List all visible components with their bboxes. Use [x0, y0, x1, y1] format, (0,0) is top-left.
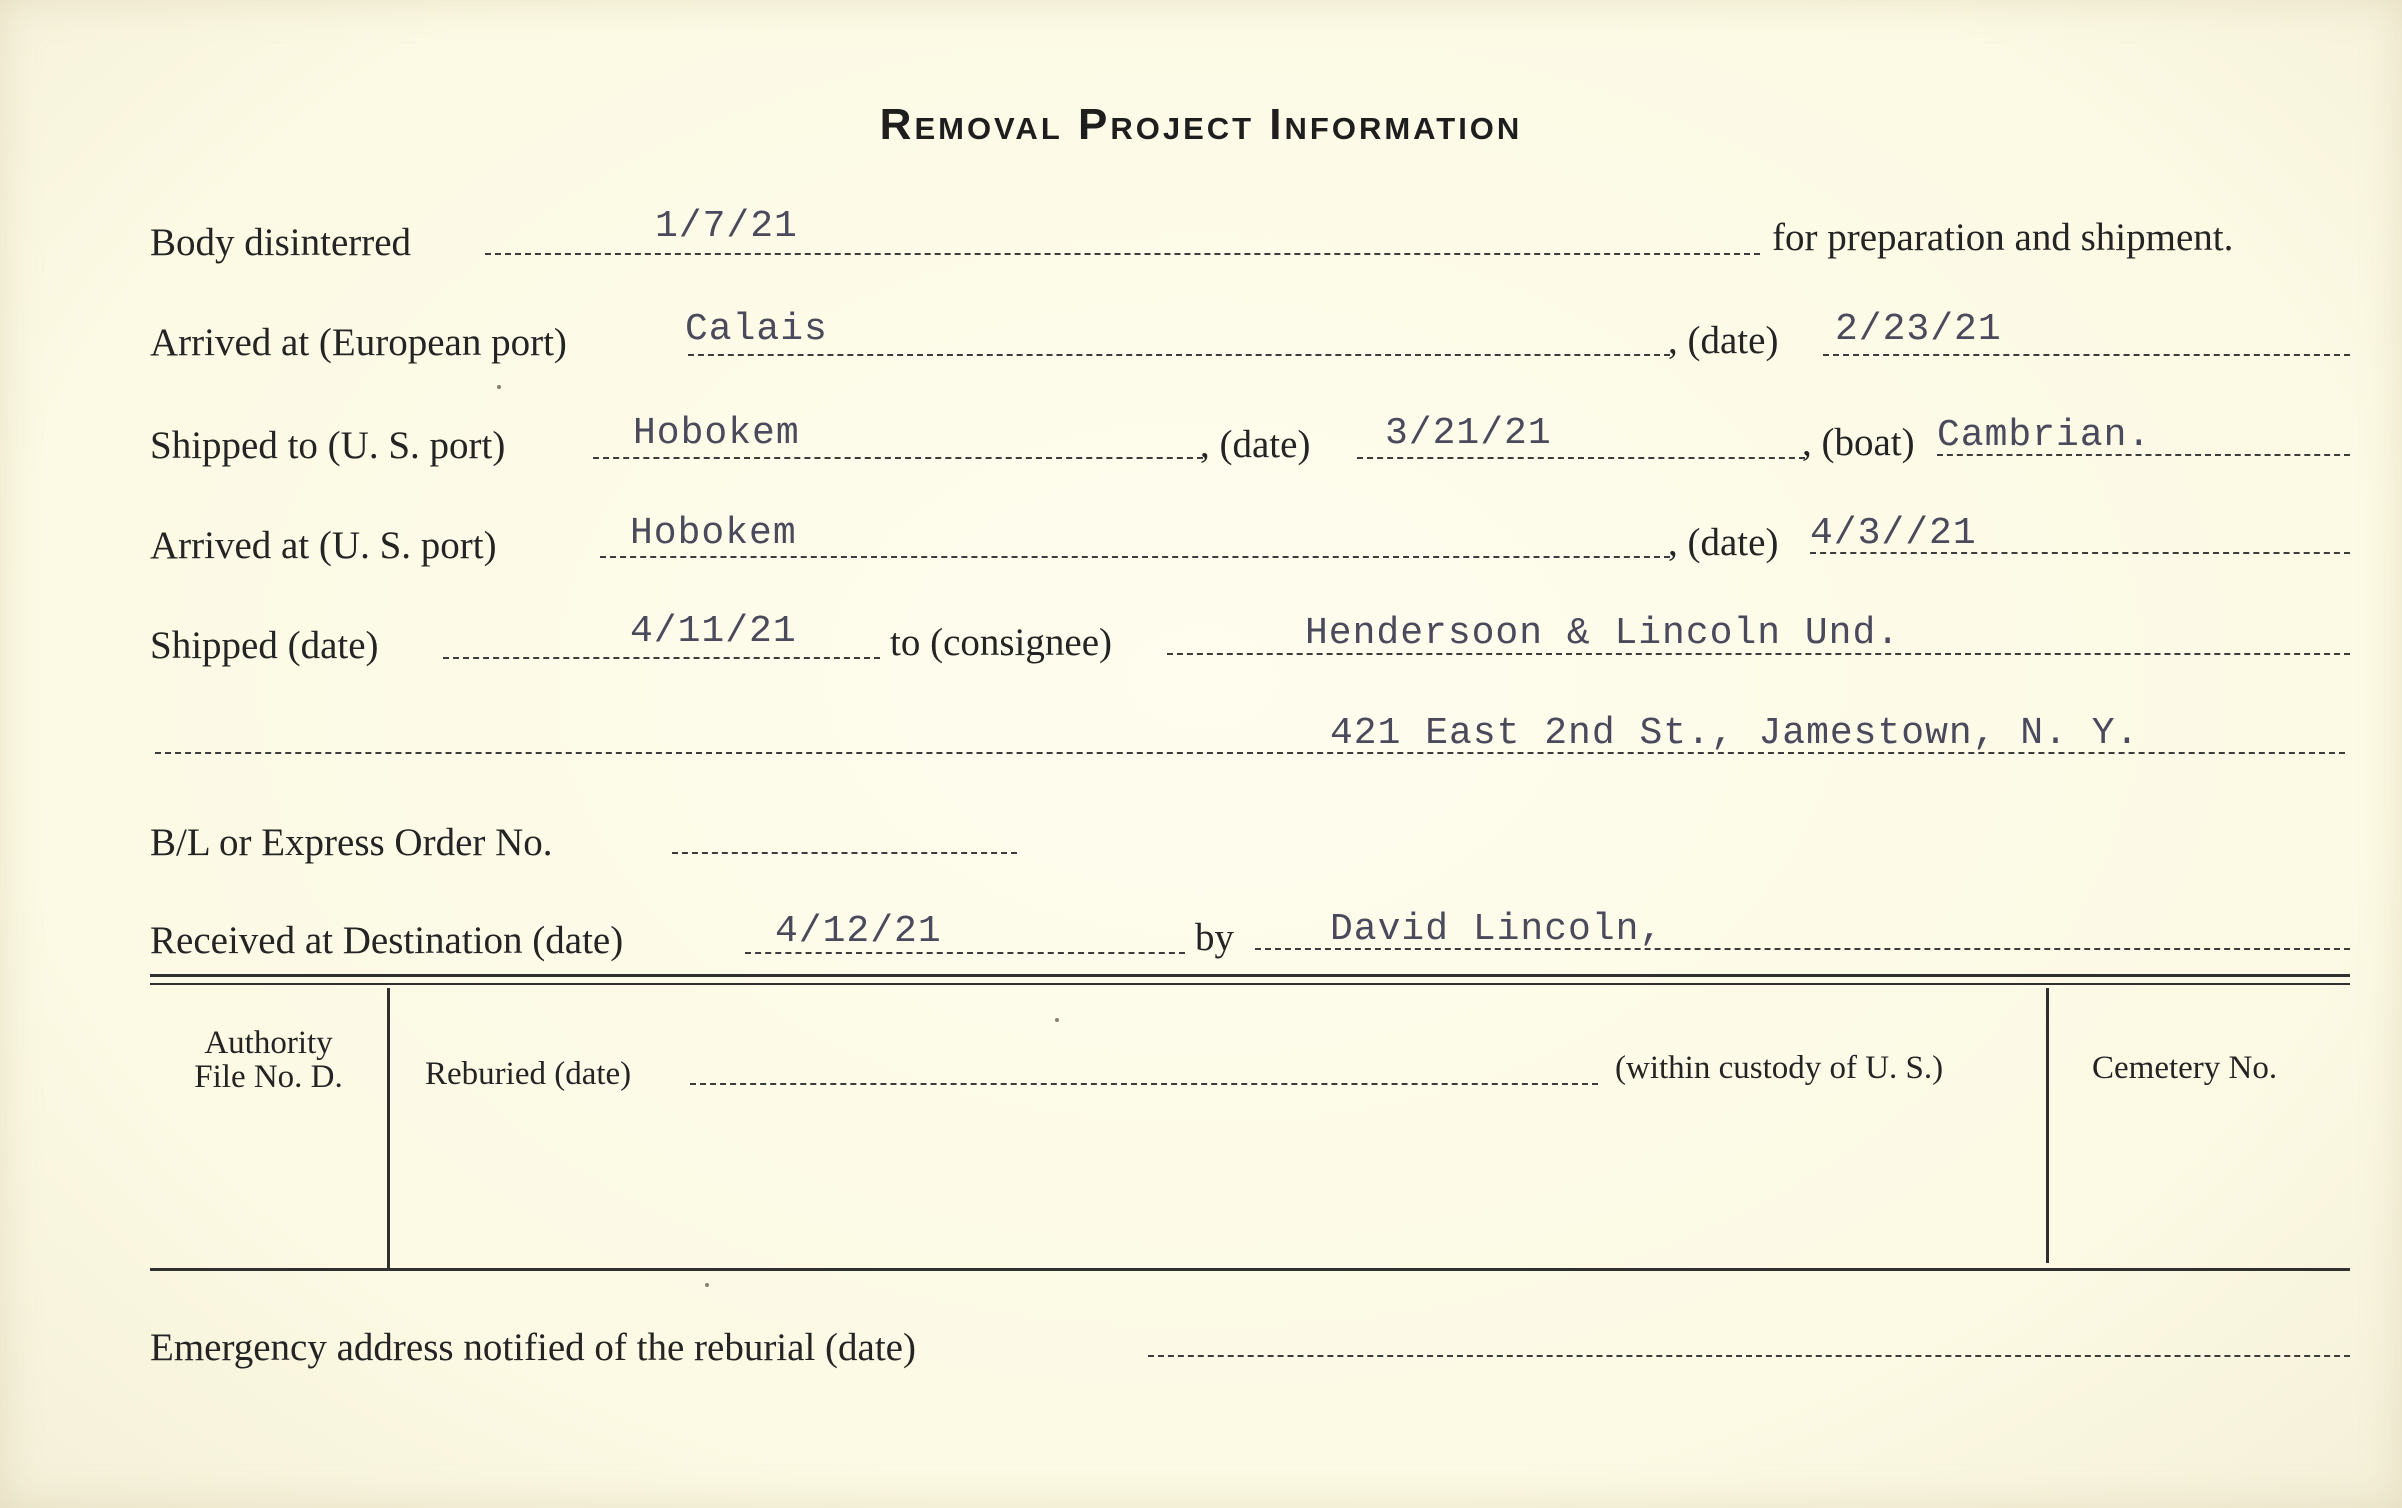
reburied-label: Reburied (date)	[425, 1056, 632, 1092]
box-divider-left	[387, 988, 390, 1268]
arrived-us-label: Arrived at (U. S. port)	[150, 524, 497, 567]
disinterred-date: 1/7/21	[655, 205, 798, 248]
arrived-us-date: 4/3//21	[1810, 512, 1977, 555]
arrived-us-line	[600, 556, 1670, 558]
bl-line	[672, 852, 1017, 854]
custody-label: (within custody of U. S.)	[1615, 1050, 1944, 1086]
arrived-eu-date: 2/23/21	[1835, 308, 2002, 351]
arrived-eu-port: Calais	[685, 308, 828, 351]
file-no-label: File No. D.	[194, 1059, 343, 1095]
shipped-us-boat: Cambrian.	[1937, 414, 2152, 457]
paper-speck	[497, 385, 501, 389]
shipped-us-boat-label: , (boat)	[1802, 421, 1915, 464]
arrived-us-port: Hobokem	[630, 512, 797, 555]
arrived-eu-line	[688, 354, 1670, 356]
box-top-rule-inner	[150, 983, 2350, 985]
emergency-label: Emergency address notified of the reburial (date)	[150, 1326, 916, 1369]
received-by-label: by	[1195, 916, 1234, 959]
shipped-us-date: 3/21/21	[1385, 412, 1552, 455]
paper-speck	[1055, 1018, 1059, 1022]
shipped-us-date-label: , (date)	[1200, 423, 1311, 466]
authority-cell	[150, 1026, 387, 1094]
received-date: 4/12/21	[775, 910, 942, 953]
shipped-us-line	[593, 457, 1203, 459]
box-bottom-rule	[150, 1268, 2350, 1271]
consignee: Hendersoon & Lincoln Und.	[1305, 612, 1901, 655]
disinterred-label: Body disinterred	[150, 221, 412, 264]
reburied-line	[690, 1083, 1598, 1085]
shipped-date-line	[443, 657, 880, 659]
box-top-rule	[150, 974, 2350, 977]
shipped-date-label: Shipped (date)	[150, 624, 379, 667]
consignee-address: 421 East 2nd St., Jamestown, N. Y.	[1330, 712, 2140, 755]
authority-label: Authority	[204, 1025, 333, 1061]
arrived-eu-date-label: , (date)	[1668, 319, 1779, 362]
cemetery-label: Cemetery No.	[2092, 1050, 2278, 1086]
paper-speck	[705, 1283, 709, 1287]
arrived-eu-date-line	[1823, 354, 2350, 356]
disinterred-suffix: for preparation and shipment.	[1772, 216, 2234, 259]
bl-label: B/L or Express Order No.	[150, 821, 553, 864]
shipped-date: 4/11/21	[630, 610, 797, 653]
arrived-eu-label: Arrived at (European port)	[150, 321, 567, 364]
arrived-us-date-label: , (date)	[1668, 521, 1779, 564]
received-label: Received at Destination (date)	[150, 919, 624, 962]
disinterred-line	[485, 253, 1760, 255]
shipped-us-label: Shipped to (U. S. port)	[150, 424, 506, 467]
consignee-label: to (consignee)	[890, 621, 1113, 664]
shipped-us-port: Hobokem	[633, 412, 800, 455]
box-divider-right	[2046, 988, 2049, 1263]
received-by: David Lincoln,	[1330, 908, 1664, 951]
card-title: Removal Project Information	[879, 100, 1523, 149]
emergency-line	[1148, 1355, 2350, 1357]
shipped-us-date-line	[1357, 457, 1805, 459]
